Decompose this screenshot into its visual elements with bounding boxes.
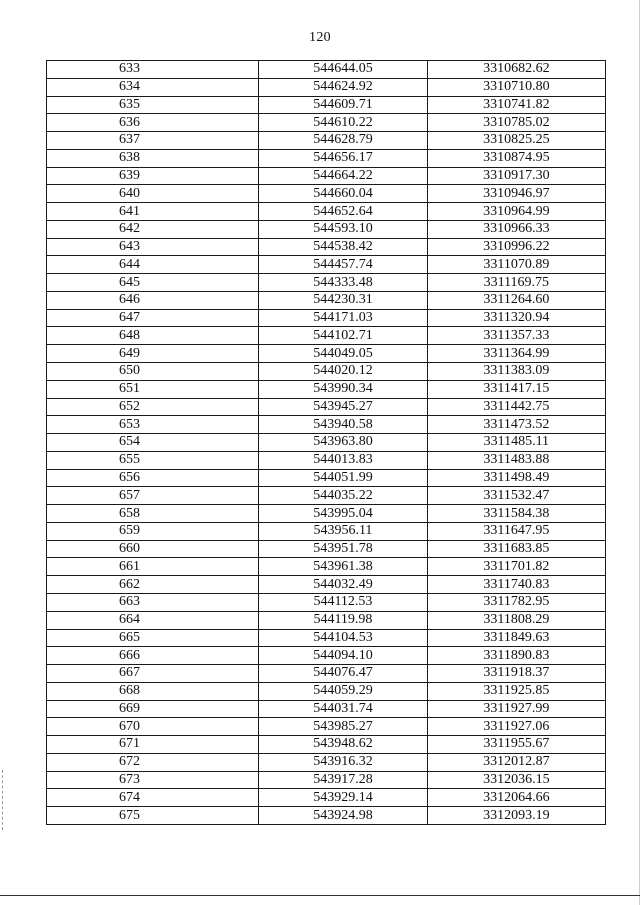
y-coordinate-cell: 3312093.19 (427, 807, 605, 825)
point-number-cell: 653 (47, 416, 259, 434)
y-coordinate-cell: 3311320.94 (427, 309, 605, 327)
y-coordinate-cell: 3311955.67 (427, 736, 605, 754)
table-row (47, 753, 606, 771)
x-coordinate-cell: 543945.27 (259, 398, 427, 416)
point-number-cell: 665 (47, 629, 259, 647)
y-coordinate-cell: 3311808.29 (427, 611, 605, 629)
x-coordinate-cell: 544051.99 (259, 469, 427, 487)
x-coordinate-cell: 544049.05 (259, 345, 427, 363)
point-number-cell: 667 (47, 665, 259, 683)
point-number-cell: 669 (47, 700, 259, 718)
y-coordinate-cell: 3310964.99 (427, 203, 605, 221)
y-coordinate-cell: 3311483.88 (427, 451, 605, 469)
y-coordinate-cell: 3310682.62 (427, 61, 605, 79)
x-coordinate-cell: 544624.92 (259, 78, 427, 96)
point-number-cell: 646 (47, 291, 259, 309)
point-number-cell: 636 (47, 114, 259, 132)
point-number-cell: 647 (47, 309, 259, 327)
point-number-cell: 659 (47, 522, 259, 540)
x-coordinate-cell: 544171.03 (259, 309, 427, 327)
point-number-cell: 661 (47, 558, 259, 576)
table-row (47, 114, 606, 132)
point-number-cell: 644 (47, 256, 259, 274)
table-row (47, 540, 606, 558)
y-coordinate-cell: 3310966.33 (427, 220, 605, 238)
y-coordinate-cell: 3312036.15 (427, 771, 605, 789)
point-number-cell: 660 (47, 540, 259, 558)
y-coordinate-cell: 3311925.85 (427, 682, 605, 700)
table-row (47, 327, 606, 345)
x-coordinate-cell: 544035.22 (259, 487, 427, 505)
y-coordinate-cell: 3311647.95 (427, 522, 605, 540)
x-coordinate-cell: 544076.47 (259, 665, 427, 683)
y-coordinate-cell: 3310917.30 (427, 167, 605, 185)
y-coordinate-cell: 3310825.25 (427, 132, 605, 150)
table-row (47, 167, 606, 185)
y-coordinate-cell: 3311683.85 (427, 540, 605, 558)
x-coordinate-cell: 543963.80 (259, 434, 427, 452)
table-row (47, 505, 606, 523)
point-number-cell: 652 (47, 398, 259, 416)
x-coordinate-cell: 544031.74 (259, 700, 427, 718)
point-number-cell: 639 (47, 167, 259, 185)
point-number-cell: 635 (47, 96, 259, 114)
y-coordinate-cell: 3310996.22 (427, 238, 605, 256)
x-coordinate-cell: 544644.05 (259, 61, 427, 79)
x-coordinate-cell: 544628.79 (259, 132, 427, 150)
point-number-cell: 657 (47, 487, 259, 505)
point-number-cell: 633 (47, 61, 259, 79)
table-row (47, 718, 606, 736)
x-coordinate-cell: 544020.12 (259, 363, 427, 381)
bottom-rule (0, 895, 640, 896)
y-coordinate-cell: 3310710.80 (427, 78, 605, 96)
coordinates-table-body (47, 61, 606, 825)
x-coordinate-cell: 543924.98 (259, 807, 427, 825)
y-coordinate-cell: 3311264.60 (427, 291, 605, 309)
point-number-cell: 662 (47, 576, 259, 594)
x-coordinate-cell: 543916.32 (259, 753, 427, 771)
table-row (47, 593, 606, 611)
x-coordinate-cell: 544538.42 (259, 238, 427, 256)
x-coordinate-cell: 543917.28 (259, 771, 427, 789)
y-coordinate-cell: 3311442.75 (427, 398, 605, 416)
y-coordinate-cell: 3311890.83 (427, 647, 605, 665)
page-number: 120 (309, 30, 331, 45)
y-coordinate-cell: 3311169.75 (427, 274, 605, 292)
point-number-cell: 663 (47, 593, 259, 611)
table-row (47, 576, 606, 594)
x-coordinate-cell: 544230.31 (259, 291, 427, 309)
x-coordinate-cell: 544457.74 (259, 256, 427, 274)
point-number-cell: 643 (47, 238, 259, 256)
point-number-cell: 655 (47, 451, 259, 469)
point-number-cell: 674 (47, 789, 259, 807)
point-number-cell: 668 (47, 682, 259, 700)
y-coordinate-cell: 3311417.15 (427, 380, 605, 398)
point-number-cell: 664 (47, 611, 259, 629)
table-row (47, 78, 606, 96)
table-row (47, 132, 606, 150)
table-row (47, 771, 606, 789)
point-number-cell: 645 (47, 274, 259, 292)
table-row (47, 434, 606, 452)
x-coordinate-cell: 544660.04 (259, 185, 427, 203)
table-row (47, 682, 606, 700)
y-coordinate-cell: 3311357.33 (427, 327, 605, 345)
y-coordinate-cell: 3310874.95 (427, 149, 605, 167)
point-number-cell: 640 (47, 185, 259, 203)
point-number-cell: 666 (47, 647, 259, 665)
y-coordinate-cell: 3311701.82 (427, 558, 605, 576)
point-number-cell: 672 (47, 753, 259, 771)
x-coordinate-cell: 543990.34 (259, 380, 427, 398)
table-row (47, 398, 606, 416)
x-coordinate-cell: 544094.10 (259, 647, 427, 665)
y-coordinate-cell: 3312012.87 (427, 753, 605, 771)
x-coordinate-cell: 544013.83 (259, 451, 427, 469)
x-coordinate-cell: 543961.38 (259, 558, 427, 576)
x-coordinate-cell: 543995.04 (259, 505, 427, 523)
y-coordinate-cell: 3311473.52 (427, 416, 605, 434)
y-coordinate-cell: 3311070.89 (427, 256, 605, 274)
coordinates-table (46, 60, 606, 825)
point-number-cell: 658 (47, 505, 259, 523)
point-number-cell: 675 (47, 807, 259, 825)
point-number-cell: 641 (47, 203, 259, 221)
x-coordinate-cell: 544333.48 (259, 274, 427, 292)
y-coordinate-cell: 3311927.99 (427, 700, 605, 718)
table-row (47, 522, 606, 540)
y-coordinate-cell: 3311927.06 (427, 718, 605, 736)
point-number-cell: 673 (47, 771, 259, 789)
table-row (47, 451, 606, 469)
table-row (47, 96, 606, 114)
scan-edge-marks (2, 770, 3, 830)
table-row (47, 256, 606, 274)
point-number-cell: 654 (47, 434, 259, 452)
table-row (47, 629, 606, 647)
table-row (47, 487, 606, 505)
table-row (47, 185, 606, 203)
table-row (47, 789, 606, 807)
x-coordinate-cell: 544652.64 (259, 203, 427, 221)
point-number-cell: 670 (47, 718, 259, 736)
coordinates-table-container (46, 60, 606, 825)
y-coordinate-cell: 3310741.82 (427, 96, 605, 114)
x-coordinate-cell: 544119.98 (259, 611, 427, 629)
point-number-cell: 637 (47, 132, 259, 150)
table-row (47, 380, 606, 398)
point-number-cell: 649 (47, 345, 259, 363)
table-row (47, 807, 606, 825)
x-coordinate-cell: 544664.22 (259, 167, 427, 185)
point-number-cell: 634 (47, 78, 259, 96)
y-coordinate-cell: 3311918.37 (427, 665, 605, 683)
y-coordinate-cell: 3311740.83 (427, 576, 605, 594)
table-row (47, 220, 606, 238)
table-row (47, 61, 606, 79)
table-row (47, 558, 606, 576)
table-row (47, 647, 606, 665)
table-row (47, 291, 606, 309)
y-coordinate-cell: 3312064.66 (427, 789, 605, 807)
x-coordinate-cell: 544104.53 (259, 629, 427, 647)
point-number-cell: 651 (47, 380, 259, 398)
y-coordinate-cell: 3311498.49 (427, 469, 605, 487)
table-row (47, 700, 606, 718)
x-coordinate-cell: 544656.17 (259, 149, 427, 167)
x-coordinate-cell: 543940.58 (259, 416, 427, 434)
point-number-cell: 656 (47, 469, 259, 487)
x-coordinate-cell: 543929.14 (259, 789, 427, 807)
x-coordinate-cell: 544593.10 (259, 220, 427, 238)
x-coordinate-cell: 544610.22 (259, 114, 427, 132)
point-number-cell: 638 (47, 149, 259, 167)
x-coordinate-cell: 543985.27 (259, 718, 427, 736)
y-coordinate-cell: 3310946.97 (427, 185, 605, 203)
table-row (47, 665, 606, 683)
x-coordinate-cell: 543951.78 (259, 540, 427, 558)
y-coordinate-cell: 3311584.38 (427, 505, 605, 523)
table-row (47, 416, 606, 434)
table-row (47, 238, 606, 256)
table-row (47, 149, 606, 167)
x-coordinate-cell: 544112.53 (259, 593, 427, 611)
table-row (47, 345, 606, 363)
table-row (47, 736, 606, 754)
point-number-cell: 648 (47, 327, 259, 345)
y-coordinate-cell: 3311849.63 (427, 629, 605, 647)
y-coordinate-cell: 3311364.99 (427, 345, 605, 363)
x-coordinate-cell: 544032.49 (259, 576, 427, 594)
table-row (47, 363, 606, 381)
x-coordinate-cell: 544102.71 (259, 327, 427, 345)
y-coordinate-cell: 3310785.02 (427, 114, 605, 132)
point-number-cell: 671 (47, 736, 259, 754)
x-coordinate-cell: 543948.62 (259, 736, 427, 754)
table-row (47, 203, 606, 221)
y-coordinate-cell: 3311532.47 (427, 487, 605, 505)
table-row (47, 309, 606, 327)
x-coordinate-cell: 543956.11 (259, 522, 427, 540)
point-number-cell: 650 (47, 363, 259, 381)
y-coordinate-cell: 3311782.95 (427, 593, 605, 611)
y-coordinate-cell: 3311485.11 (427, 434, 605, 452)
table-row (47, 274, 606, 292)
y-coordinate-cell: 3311383.09 (427, 363, 605, 381)
x-coordinate-cell: 544059.29 (259, 682, 427, 700)
point-number-cell: 642 (47, 220, 259, 238)
x-coordinate-cell: 544609.71 (259, 96, 427, 114)
table-row (47, 611, 606, 629)
table-row (47, 469, 606, 487)
